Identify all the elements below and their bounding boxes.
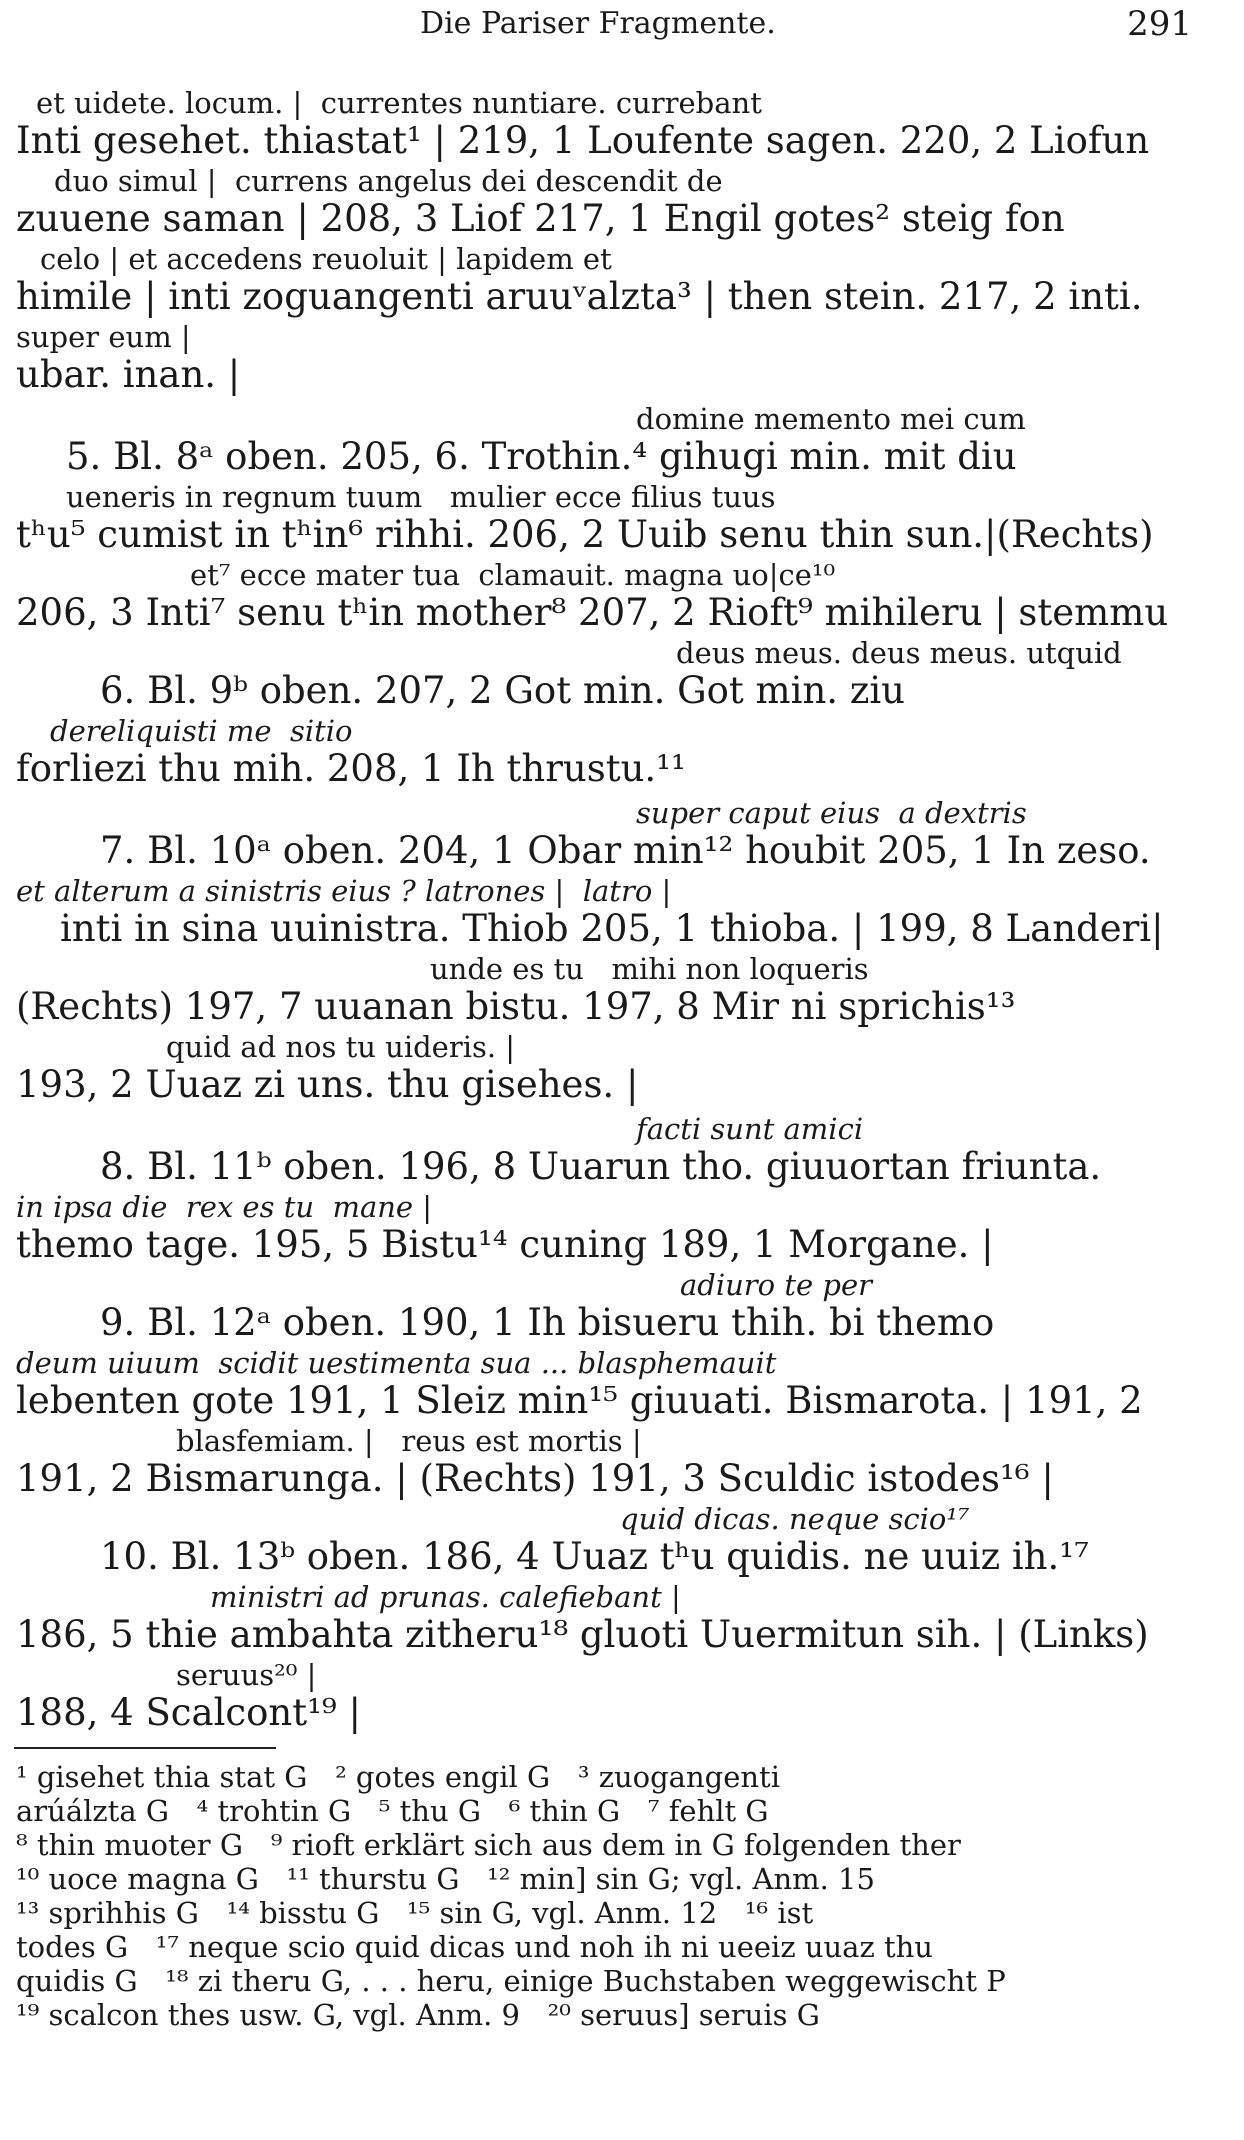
footnote-line: ¹³ sprihhis G ¹⁴ bisstu G ¹⁵ sin G, vgl. Anm. 12 ¹⁶ ist [16, 1896, 814, 1930]
running-header: Die Pariser Fragmente. [420, 6, 776, 41]
text-line: in ipsa die rex es tu mane | [16, 1190, 433, 1224]
text-line: 206, 3 Inti⁷ senu tʰin mother⁸ 207, 2 Rioft⁹ mihileru | stemmu [16, 591, 1169, 634]
text-line: lebenten gote 191, 1 Sleiz min¹⁵ giuuati. Bismarota. | 191, 2 [16, 1379, 1143, 1422]
text-line: 186, 5 thie ambahta zitheru¹⁸ gluoti Uuermitun sih. | (Links) [16, 1613, 1149, 1656]
text-line: themo tage. 195, 5 Bistu¹⁴ cuning 189, 1 Morgane. | [16, 1223, 994, 1266]
text-line: 5. Bl. 8ᵃ oben. 205, 6. Trothin.⁴ gihugi min. mit diu [66, 435, 1017, 478]
text-line: Inti gesehet. thiastat¹ | 219, 1 Loufente sagen. 220, 2 Liofun [16, 119, 1150, 162]
text-line: super eum | [16, 320, 191, 354]
footnote-line: quidis G ¹⁸ zi theru G, . . . heru, einige Buchstaben weggewischt P [16, 1964, 1006, 1998]
footnote-divider [14, 1747, 276, 1749]
footnote-line: ¹⁰ uoce magna G ¹¹ thurstu G ¹² min] sin G; vgl. Anm. 15 [16, 1862, 875, 1896]
text-line: 6. Bl. 9ᵇ oben. 207, 2 Got min. Got min. ziu [100, 669, 905, 712]
text-line: ueneris in regnum tuum mulier ecce filius tuus [66, 480, 776, 514]
text-line: forliezi thu mih. 208, 1 Ih thrustu.¹¹ [16, 747, 686, 790]
text-line: (Rechts) 197, 7 uuanan bistu. 197, 8 Mir ni sprichis¹³ [16, 985, 1016, 1028]
text-line: et alterum a sinistris eius ? latrones | latro | [16, 874, 672, 908]
footnotes [16, 1760, 1216, 2032]
text-line: adiuro te per [680, 1268, 872, 1302]
text-line: domine memento mei cum [636, 402, 1026, 436]
text-line: deum uiuum scidit uestimenta sua ... blasphemauit [16, 1346, 777, 1380]
page-number: 291 [1127, 4, 1192, 44]
text-line: quid ad nos tu uideris. | [166, 1030, 516, 1064]
text-line: 8. Bl. 11ᵇ oben. 196, 8 Uuarun tho. giuuortan friunta. [100, 1145, 1102, 1188]
text-line: dereliquisti me sitio [50, 714, 353, 748]
footnote-line: ¹⁹ scalcon thes usw. G, vgl. Anm. 9 ²⁰ seruus] seruis G [16, 1998, 820, 2032]
text-line: ubar. inan. | [16, 353, 241, 396]
text-line: 193, 2 Uuaz zi uns. thu gisehes. | [16, 1063, 639, 1106]
text-line: et⁷ ecce mater tua clamauit. magna uo|ce¹⁰ [190, 558, 836, 592]
footnote-line: arúálzta G ⁴ trohtin G ⁵ thu G ⁶ thin G ⁷ fehlt G [16, 1794, 769, 1828]
text-line: himile | inti zoguangenti aruuᵛalzta³ | then stein. 217, 2 inti. [16, 275, 1143, 318]
text-line: inti in sina uuinistra. Thiob 205, 1 thioba. | 199, 8 Landeri| [60, 907, 1164, 950]
text-line: 188, 4 Scalcont¹⁹ | [16, 1691, 361, 1734]
text-line: et uidete. locum. | currentes nuntiare. currebant [36, 86, 762, 120]
text-line: blasfemiam. | reus est mortis | [176, 1424, 642, 1458]
text-line: ministri ad prunas. calefiebant | [210, 1580, 681, 1614]
text-line: 7. Bl. 10ᵃ oben. 204, 1 Obar min¹² houbit 205, 1 In zeso. [100, 829, 1151, 872]
text-line: facti sunt amici [636, 1112, 864, 1146]
text-line: quid dicas. neque scio¹⁷ [620, 1502, 970, 1536]
text-line: seruus²⁰ | [176, 1658, 317, 1692]
text-line: duo simul | currens angelus dei descendit de [54, 164, 723, 198]
text-line: 9. Bl. 12ᵃ oben. 190, 1 Ih bisueru thih. bi themo [100, 1301, 995, 1344]
text-line: unde es tu mihi non loqueris [430, 952, 869, 986]
text-line: super caput eius a dextris [636, 796, 1027, 830]
text-line: 191, 2 Bismarunga. | (Rechts) 191, 3 Sculdic istodes¹⁶ | [16, 1457, 1054, 1500]
footnote-line: ⁸ thin muoter G ⁹ rioft erklärt sich aus dem in G folgenden ther [16, 1828, 961, 1862]
footnote-line: todes G ¹⁷ neque scio quid dicas und noh ih ni ueeiz uuaz thu [16, 1930, 933, 1964]
text-line: tʰu⁵ cumist in tʰin⁶ rihhi. 206, 2 Uuib senu thin sun.|(Rechts) [16, 513, 1154, 556]
text-line: zuuene saman | 208, 3 Liof 217, 1 Engil gotes² steig fon [16, 197, 1065, 240]
footnote-line: ¹ gisehet thia stat G ² gotes engil G ³ zuogangenti [16, 1760, 780, 1794]
text-line: deus meus. deus meus. utquid [676, 636, 1122, 670]
text-line: celo | et accedens reuoluit | lapidem et [40, 242, 612, 276]
text-line: 10. Bl. 13ᵇ oben. 186, 4 Uuaz tʰu quidis. ne uuiz ih.¹⁷ [100, 1535, 1089, 1578]
